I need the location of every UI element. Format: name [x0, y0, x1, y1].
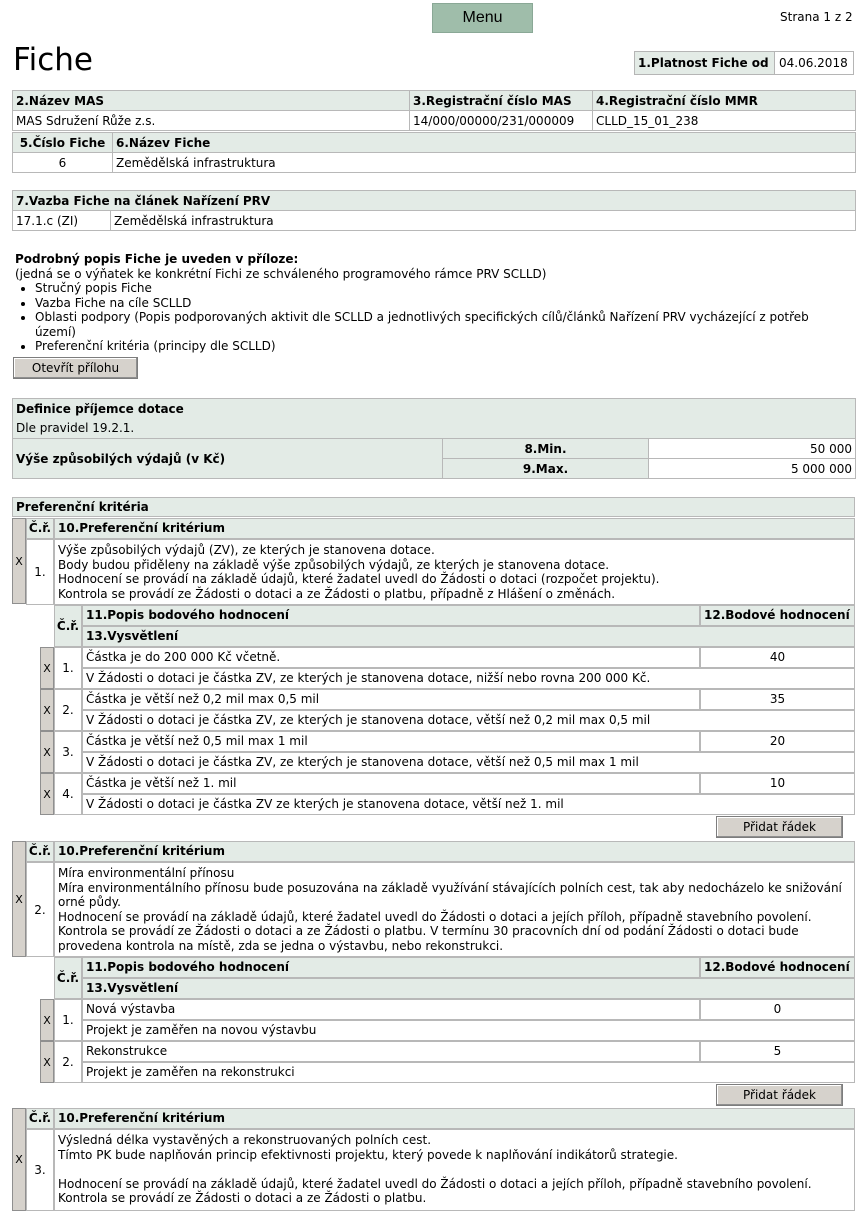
mas-reg-header: 3.Registrační číslo MAS [410, 91, 593, 111]
min-value: 50 000 [649, 439, 856, 459]
mmr-reg-value: CLLD_15_01_238 [593, 111, 856, 131]
row-vysvetleni: Projekt je zaměřen na novou výstavbu [82, 1020, 855, 1041]
criterion-text: Výše způsobilých výdajů (ZV), ze kterých je stanovena dotace. Body budou přiděleny na základě výše způsobilých výdajů, ze kterých je stanovena dotace. Hodnocení se provádí na základě údajů, které žadatel uvedl do Žádosti o dotaci (rozpočet projektu). Kontrola se provádí ze Žádosti o dotaci a ze Žádosti o platbu, případně z Hlášení o změnách. [54, 539, 855, 605]
row-number: 3. [54, 731, 82, 773]
row-popis: Částka je větší než 0,5 mil max 1 mil [82, 731, 700, 752]
popis-hodnoceni-header: 11.Popis bodového hodnocení [82, 605, 700, 626]
criterion-header: 10.Preferenční kritérium [54, 841, 855, 862]
list-item: • Stručný popis Fiche [35, 281, 845, 296]
row-vysvetleni: V Žádosti o dotaci je částka ZV, ze kterých je stanovena dotace, větší než 0,2 mil max 0,5 mil [82, 710, 855, 731]
delete-row-button[interactable]: X [40, 773, 54, 815]
criterion-text: Výsledná délka vystavěných a rekonstruovaných polních cest. Tímto PK bude naplňován princip efektivnosti projektu, který povede k naplňování indikátorů strategie. Hodnocení se provádí na základě údajů, které žadatel uvedl do Žádosti o dotaci a jejích příloh, případně stavebního povolení. Kontrola se provádí ze Žádosti o dotaci a ze Žádosti o platbu. [54, 1129, 855, 1211]
mmr-reg-header: 4.Registrační číslo MMR [593, 91, 856, 111]
popis-section [15, 252, 845, 354]
fiche-number-header: 5.Číslo Fiche [13, 133, 113, 153]
mas-name-header: 2.Název MAS [13, 91, 410, 111]
row-vysvetleni: V Žádosti o dotaci je částka ZV ze kterých je stanovena dotace, větší než 1. mil [82, 794, 855, 815]
mas-name-value: MAS Sdružení Růže z.s. [13, 111, 410, 131]
row-popis: Částka je větší než 1. mil [82, 773, 700, 794]
row-body: 5 [700, 1041, 855, 1062]
row-cr-header: Č.ř. [54, 957, 82, 999]
page-title: Fiche [13, 42, 93, 78]
row-body: 0 [700, 999, 855, 1020]
row-popis: Částka je do 200 000 Kč včetně. [82, 647, 700, 668]
mas-table [12, 90, 856, 131]
popis-title: Podrobný popis Fiche je uveden v příloze: [15, 252, 299, 266]
criterion-number: 3. [26, 1129, 54, 1211]
fiche-table [12, 132, 856, 173]
list-item: • Preferenční kritéria (principy dle SCLLD) [35, 339, 845, 354]
fiche-number-value: 6 [13, 153, 113, 173]
row-number: 2. [54, 1041, 82, 1083]
delete-criterion-button[interactable]: X [12, 841, 26, 957]
criterion-number: 2. [26, 862, 54, 957]
menu-button[interactable]: Menu [432, 3, 533, 33]
cr-header: Č.ř. [26, 518, 54, 539]
delete-criterion-button[interactable]: X [12, 518, 26, 604]
vydaje-header: Výše způsobilých výdajů (v Kč) [13, 439, 443, 479]
min-header: 8.Min. [443, 439, 649, 459]
popis-hodnoceni-header: 11.Popis bodového hodnocení [82, 957, 700, 978]
platnost-value: 04.06.2018 [779, 56, 848, 70]
row-cr-header: Č.ř. [54, 605, 82, 647]
cr-header: Č.ř. [26, 841, 54, 862]
pk-section-title: Preferenční kritéria [12, 497, 855, 517]
add-row-button[interactable]: Přidat řádek [716, 816, 843, 838]
criterion-number: 1. [26, 539, 54, 605]
fiche-name-value: Zemědělská infrastruktura [113, 153, 856, 173]
delete-row-button[interactable]: X [40, 731, 54, 773]
row-number: 4. [54, 773, 82, 815]
popis-list [15, 281, 845, 354]
prijemce-table [12, 398, 856, 479]
vazba-table [12, 190, 856, 231]
prijemce-header: Definice příjemce dotace [13, 399, 856, 419]
row-number: 1. [54, 647, 82, 689]
delete-row-button[interactable]: X [40, 647, 54, 689]
add-row-button[interactable]: Přidat řádek [716, 1084, 843, 1106]
vazba-header: 7.Vazba Fiche na článek Nařízení PRV [13, 191, 856, 211]
row-vysvetleni: V Žádosti o dotaci je částka ZV, ze kterých je stanovena dotace, větší než 0,5 mil max 1 mil [82, 752, 855, 773]
list-item: • Vazba Fiche na cíle SCLLD [35, 296, 845, 311]
open-attachment-button[interactable]: Otevřít přílohu [13, 357, 138, 379]
vazba-code: 17.1.c (ZI) [13, 211, 111, 231]
row-vysvetleni: V Žádosti o dotaci je částka ZV, ze kterých je stanovena dotace, nižší nebo rovna 200 000 Kč. [82, 668, 855, 689]
max-value: 5 000 000 [649, 459, 856, 479]
bodove-hodnoceni-header: 12.Bodové hodnocení [700, 957, 855, 978]
row-vysvetleni: Projekt je zaměřen na rekonstrukci [82, 1062, 855, 1083]
mas-reg-value: 14/000/00000/231/000009 [410, 111, 593, 131]
delete-row-button[interactable]: X [40, 689, 54, 731]
vazba-name: Zemědělská infrastruktura [111, 211, 856, 231]
vysvetleni-header: 13.Vysvětlení [82, 978, 855, 999]
row-body: 35 [700, 689, 855, 710]
row-number: 1. [54, 999, 82, 1041]
platnost-label: 1.Platnost Fiche od [635, 52, 775, 74]
page-indicator: Strana 1 z 2 [780, 10, 853, 24]
delete-row-button[interactable]: X [40, 999, 54, 1041]
row-popis: Částka je větší než 0,2 mil max 0,5 mil [82, 689, 700, 710]
max-header: 9.Max. [443, 459, 649, 479]
row-number: 2. [54, 689, 82, 731]
row-popis: Nová výstavba [82, 999, 700, 1020]
vysvetleni-header: 13.Vysvětlení [82, 626, 855, 647]
popis-subtitle: (jedná se o výňatek ke konkrétní Fichi ze schváleného programového rámce PRV SCLLD) [15, 266, 547, 281]
criterion-text: Míra environmentální přínosu Míra environmentálního přínosu bude posuzována na základě využívání stávajících polních cest, tak aby nedocházelo ke snižování orné půdy. Hodnocení se provádí na základě údajů, které žadatel uvedl do Žádosti o dotaci a jejích příloh, případně stavebního povolení. Kontrola se provádí ze Žádosti o dotaci a ze Žádosti o platbu. V termínu 30 pracovních dní od podání Žádosti o dotaci bude provedena kontrola na místě, zda se jedna o výstavbu, nebo rekonstrukci. [54, 862, 855, 957]
bodove-hodnoceni-header: 12.Bodové hodnocení [700, 605, 855, 626]
list-item: • Oblasti podpory (Popis podporovaných aktivit dle SCLLD a jednotlivých specifických cílů/článků Nařízení PRV vycházející z potřeb území) [35, 310, 845, 339]
cr-header: Č.ř. [26, 1108, 54, 1129]
platnost-field [634, 51, 854, 75]
fiche-name-header: 6.Název Fiche [113, 133, 856, 153]
prijemce-value: Dle pravidel 19.2.1. [13, 419, 856, 439]
row-body: 40 [700, 647, 855, 668]
criterion-header: 10.Preferenční kritérium [54, 518, 855, 539]
row-body: 10 [700, 773, 855, 794]
row-popis: Rekonstrukce [82, 1041, 700, 1062]
row-body: 20 [700, 731, 855, 752]
delete-criterion-button[interactable]: X [12, 1108, 26, 1211]
criterion-header: 10.Preferenční kritérium [54, 1108, 855, 1129]
delete-row-button[interactable]: X [40, 1041, 54, 1083]
